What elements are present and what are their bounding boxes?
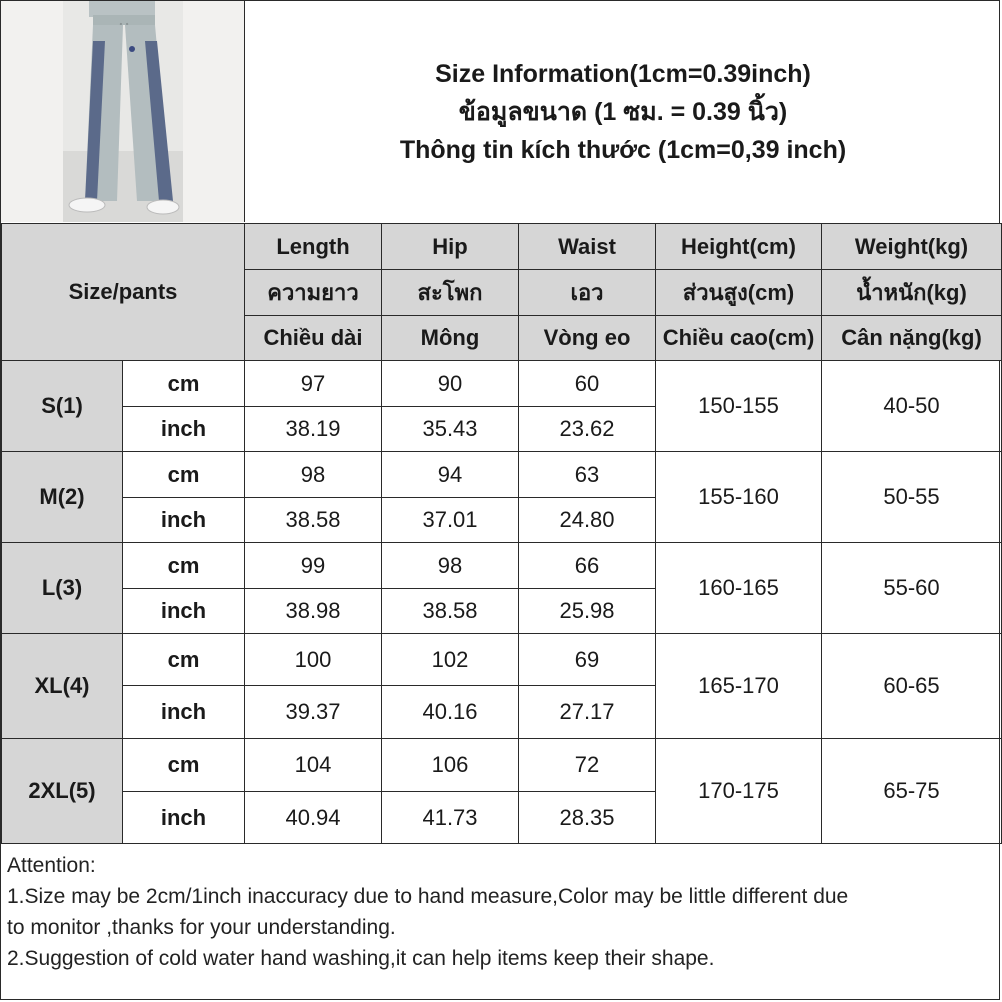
size-row-cm: [2, 634, 1002, 686]
col-waist-vi: Vòng eo: [519, 316, 656, 361]
attention-notes: [1, 846, 1001, 1001]
col-height-en: Height(cm): [656, 224, 822, 270]
weight-range: 50-55: [822, 452, 1002, 543]
unit-label: cm: [123, 739, 245, 792]
unit-label: inch: [123, 407, 245, 452]
title-english: Size Information(1cm=0.39inch): [435, 59, 811, 88]
product-photo: [1, 1, 245, 222]
length-inch-value: 38.19: [245, 407, 382, 452]
hip-cm-value: 102: [382, 634, 519, 686]
weight-range: 40-50: [822, 361, 1002, 452]
header-section: [1, 1, 1001, 224]
unit-label: cm: [123, 543, 245, 589]
size-table: [1, 223, 1002, 844]
weight-range: 55-60: [822, 543, 1002, 634]
weight-range: 60-65: [822, 634, 1002, 739]
waist-inch-value: 28.35: [519, 792, 656, 844]
col-hip-vi: Mông: [382, 316, 519, 361]
hip-cm-value: 94: [382, 452, 519, 498]
hip-inch-value: 35.43: [382, 407, 519, 452]
unit-label: cm: [123, 452, 245, 498]
note-line-2: 2.Suggestion of cold water hand washing,it can help items keep their shape.: [7, 947, 715, 970]
col-length-en: Length: [245, 224, 382, 270]
col-length-vi: Chiều dài: [245, 316, 382, 361]
note-line-1a: 1.Size may be 2cm/1inch inaccuracy due to hand measure,Color may be little different due: [7, 885, 849, 908]
unit-label: inch: [123, 589, 245, 634]
col-height-th: ส่วนสูง(cm): [656, 270, 822, 316]
unit-label: inch: [123, 792, 245, 844]
note-line-1b: to monitor ,thanks for your understanding.: [7, 916, 396, 939]
length-cm-value: 97: [245, 361, 382, 407]
hip-cm-value: 98: [382, 543, 519, 589]
height-range: 170-175: [656, 739, 822, 844]
length-cm-value: 104: [245, 739, 382, 792]
size-label: M(2): [2, 452, 123, 543]
hip-inch-value: 40.16: [382, 686, 519, 739]
title-thai: ข้อมูลขนาด (1 ซม. = 0.39 นิ้ว): [458, 97, 788, 126]
unit-label: cm: [123, 634, 245, 686]
length-inch-value: 40.94: [245, 792, 382, 844]
col-length-th: ความยาว: [245, 270, 382, 316]
waist-inch-value: 27.17: [519, 686, 656, 739]
waist-cm-value: 72: [519, 739, 656, 792]
unit-label: inch: [123, 498, 245, 543]
col-weight-th: น้ำหนัก(kg): [822, 270, 1002, 316]
waist-cm-value: 69: [519, 634, 656, 686]
length-cm-value: 99: [245, 543, 382, 589]
unit-label: cm: [123, 361, 245, 407]
size-label: XL(4): [2, 634, 123, 739]
size-row-cm: [2, 739, 1002, 792]
weight-range: 65-75: [822, 739, 1002, 844]
length-inch-value: 38.58: [245, 498, 382, 543]
waist-inch-value: 25.98: [519, 589, 656, 634]
waist-cm-value: 66: [519, 543, 656, 589]
hip-inch-value: 41.73: [382, 792, 519, 844]
length-cm-value: 100: [245, 634, 382, 686]
notes-heading: Attention:: [7, 854, 96, 877]
hip-inch-value: 37.01: [382, 498, 519, 543]
height-range: 155-160: [656, 452, 822, 543]
waist-cm-value: 60: [519, 361, 656, 407]
col-hip-th: สะโพก: [382, 270, 519, 316]
height-range: 160-165: [656, 543, 822, 634]
hip-cm-value: 90: [382, 361, 519, 407]
waist-inch-value: 24.80: [519, 498, 656, 543]
col-waist-en: Waist: [519, 224, 656, 270]
height-range: 150-155: [656, 361, 822, 452]
hip-inch-value: 38.58: [382, 589, 519, 634]
col-hip-en: Hip: [382, 224, 519, 270]
size-label: 2XL(5): [2, 739, 123, 844]
length-inch-value: 38.98: [245, 589, 382, 634]
length-cm-value: 98: [245, 452, 382, 498]
size-row-cm: [2, 361, 1002, 407]
length-inch-value: 39.37: [245, 686, 382, 739]
unit-label: inch: [123, 686, 245, 739]
waist-cm-value: 63: [519, 452, 656, 498]
pants-image: [1, 1, 244, 222]
size-pants-label: Size/pants: [2, 224, 245, 361]
size-info-title: [245, 1, 1001, 222]
height-range: 165-170: [656, 634, 822, 739]
size-label: S(1): [2, 361, 123, 452]
size-row-cm: [2, 543, 1002, 589]
waist-inch-value: 23.62: [519, 407, 656, 452]
col-waist-th: เอว: [519, 270, 656, 316]
size-label: L(3): [2, 543, 123, 634]
col-height-vi: Chiều cao(cm): [656, 316, 822, 361]
col-weight-en: Weight(kg): [822, 224, 1002, 270]
hip-cm-value: 106: [382, 739, 519, 792]
title-vietnamese: Thông tin kích thước (1cm=0,39 inch): [399, 135, 847, 164]
col-weight-vi: Cân nặng(kg): [822, 316, 1002, 361]
size-row-cm: [2, 452, 1002, 498]
